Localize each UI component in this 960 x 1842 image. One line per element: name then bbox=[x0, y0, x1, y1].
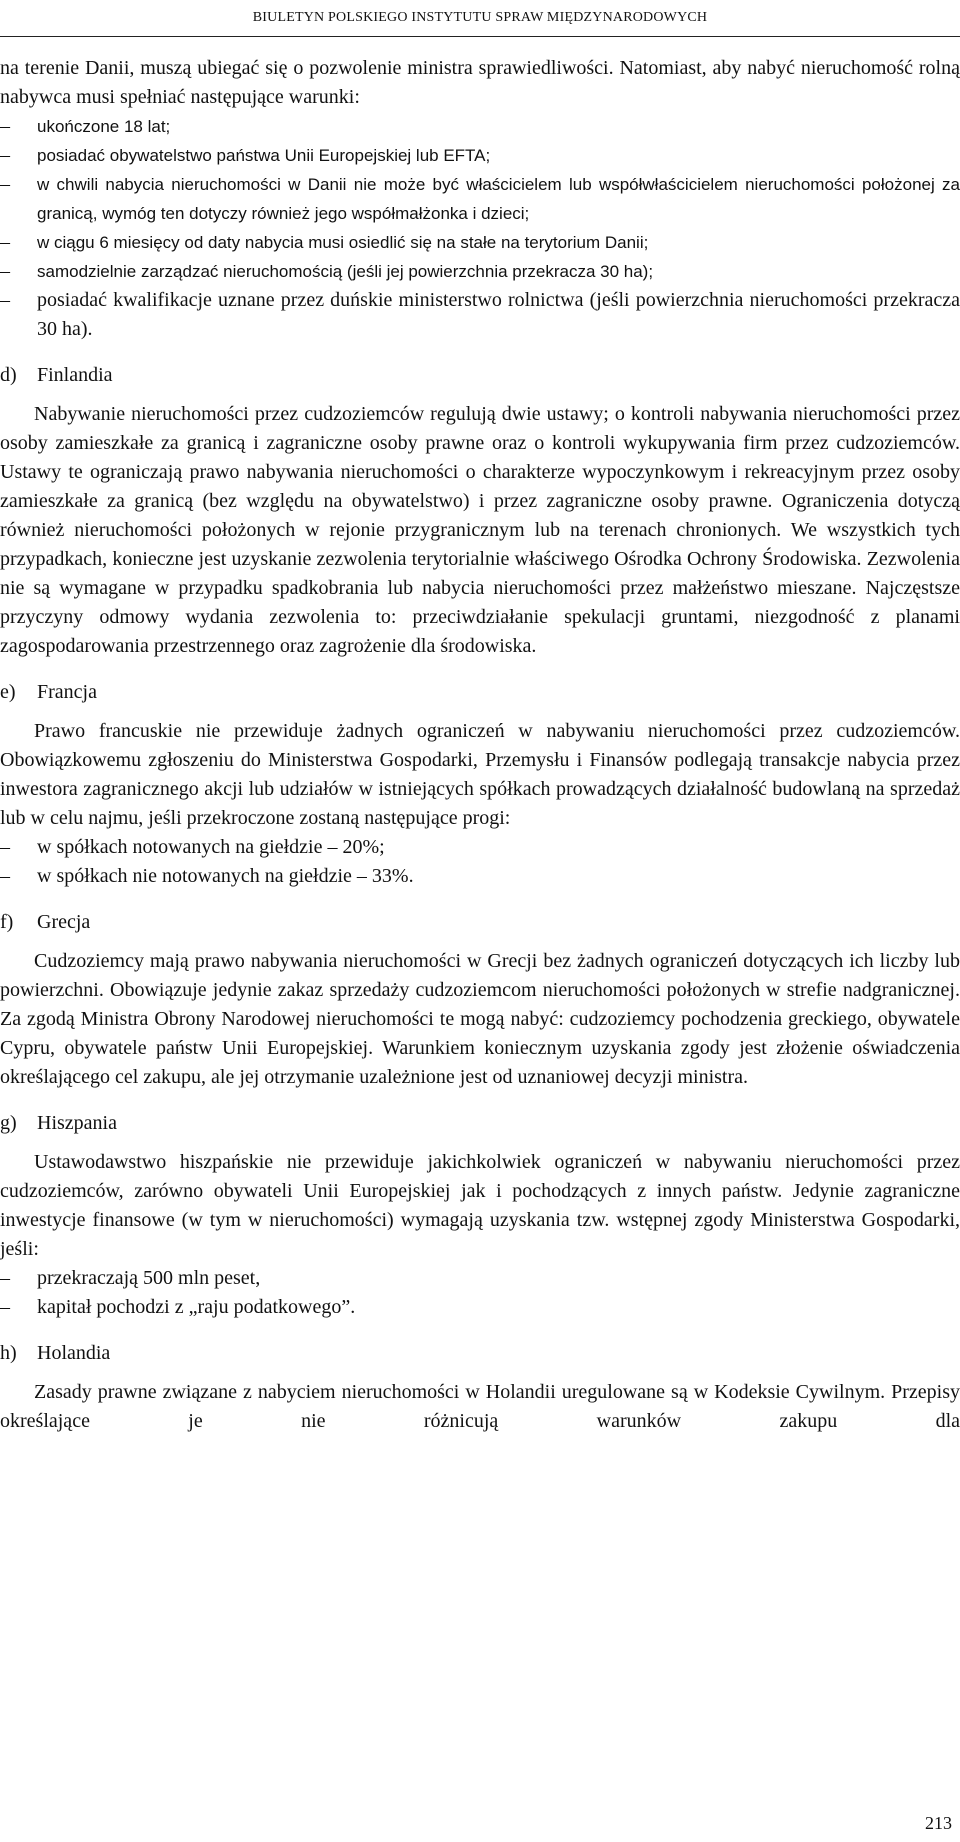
dash-marker: – bbox=[0, 260, 10, 282]
header-rule bbox=[0, 36, 960, 37]
section-paragraph-francja: Prawo francuskie nie przewiduje żadnych ograniczeń w nabywaniu nieruchomości przez cudzoziemców. Obowiązkowemu zgłoszeniu do Ministerstwa Gospodarki, Przemysłu i Finansów podlegają transakcje nabycia przez inwestora zagranicznego akcji lub udziałów w istniejących spółkach prowadzących działalność budowlaną na sprzedaż lub w celu najmu, jeśli przekroczone zostaną następujące progi: bbox=[0, 720, 960, 829]
dash-marker: – bbox=[0, 1267, 10, 1289]
dash-marker: – bbox=[0, 1296, 10, 1318]
section-heading-hiszpania: g) Hiszpania bbox=[0, 1112, 117, 1134]
section-paragraph-finlandia: Nabywanie nieruchomości przez cudzoziemców regulują dwie ustawy; o kontroli nabywania nieruchomości przez osoby zamieszkałe za granicą i zagraniczne osoby prawne oraz o kontroli wykupywania firm przez cudzoziemców. Ustawy te ograniczają prawo nabywania nieruchomości o charakterze wypoczynkowym i rekreacyjnym przez osoby zamieszkałe za granicą (bez względu na obywatelstwo) i przez zagraniczne osoby prawne. Ograniczenia dotyczą również nieruchomości położonych w rejonie przygranicznym lub na terenach chronionych. We wszystkich tych przypadkach, konieczne jest uzyskanie zezwolenia terytorialnie właściwego Ośrodka Ochrony Środowiska. Zezwolenia nie są wymagane w przypadku spadkobrania lub nabycia nieruchomości przez małżeństwo mieszane. Najczęstsze przyczyny odmowy wydania zezwolenia to: przeciwdziałanie spekulacji gruntami, niezgodność z planami zagospodarowania przestrzennego oraz zagrożenie dla środowiska. bbox=[0, 403, 960, 657]
list-item: – w chwili nabycia nieruchomości w Danii nie może być właścicielem lub współwłaścicielem nieruchomości położonej za granicą, wymóg ten dotyczy również jego współmałżonka i dzieci; bbox=[0, 170, 960, 228]
list-item: – w spółkach nie notowanych na giełdzie – 33%. bbox=[0, 862, 960, 891]
section-paragraph-hiszpania: Ustawodawstwo hiszpańskie nie przewiduje jakichkolwiek ograniczeń w nabywaniu nieruchomości przez cudzoziemców, zarówno obywateli Unii Europejskiej jak i pochodzących z innych państw. Jedynie zagraniczne inwestycje finansowe (w tym w nieruchomości) wymagają uzyskania tzw. wstępnej zgody Ministerstwa Gospodarki, jeśli: bbox=[0, 1151, 960, 1260]
section-heading-grecja: f) Grecja bbox=[0, 911, 91, 933]
section-heading-francja: e) Francja bbox=[0, 681, 97, 703]
section-heading-holandia: h) Holandia bbox=[0, 1342, 111, 1364]
section-paragraph-grecja: Cudzoziemcy mają prawo nabywania nieruchomości w Grecji bez żadnych ograniczeń dotyczących ich liczby lub powierzchni. Obowiązuje jedynie zakaz sprzedaży cudzoziemcom nieruchomości położonych w strefie nadgranicznej. Za zgodą Ministra Obrony Narodowej nieruchomości te mogą nabyć: cudzoziemcy pochodzenia greckiego, obywatele Cypru, obywatele państw Unii Europejskiej. Warunkiem koniecznym uzyskania zgody jest złożenie oświadczenia określającego cel zakupu, ale jej otrzymanie uzależnione jest od uznaniowej decyzji ministra. bbox=[0, 950, 960, 1088]
list-item: – posiadać obywatelstwo państwa Unii Europejskiej lub EFTA; bbox=[0, 141, 960, 170]
section-heading-finlandia: d) Finlandia bbox=[0, 364, 113, 386]
dash-marker: – bbox=[0, 173, 10, 195]
list-item: – w spółkach notowanych na giełdzie – 20%; bbox=[0, 833, 960, 862]
header-title: BIULETYN POLSKIEGO INSTYTUTU SPRAW MIĘDZYNARODOWYCH bbox=[252, 10, 708, 25]
page-content bbox=[0, 54, 960, 1436]
running-header bbox=[0, 10, 960, 26]
dash-marker: – bbox=[0, 115, 10, 137]
list-item: – posiadać kwalifikacje uznane przez duńskie ministerstwo rolnictwa (jeśli powierzchnia nieruchomości przekracza 30 ha). bbox=[0, 286, 960, 344]
list-item: – samodzielnie zarządzać nieruchomością (jeśli jej powierzchnia przekracza 30 ha); bbox=[0, 257, 960, 286]
dash-marker: – bbox=[0, 289, 10, 311]
dash-marker: – bbox=[0, 836, 10, 858]
dash-marker: – bbox=[0, 865, 10, 887]
list-item: – kapitał pochodzi z „raju podatkowego”. bbox=[0, 1293, 960, 1322]
list-item: – w ciągu 6 miesięcy od daty nabycia musi osiedlić się na stałe na terytorium Danii; bbox=[0, 228, 960, 257]
intro-list bbox=[0, 112, 960, 344]
page-number: 213 bbox=[925, 1813, 952, 1833]
intro-paragraph: na terenie Danii, muszą ubiegać się o pozwolenie ministra sprawiedliwości. Natomiast, aby nabyć nieruchomość rolną nabywca musi spełniać następujące warunki: bbox=[0, 57, 960, 108]
list-item: – ukończone 18 lat; bbox=[0, 112, 960, 141]
list-item: – przekraczają 500 mln peset, bbox=[0, 1264, 960, 1293]
dash-marker: – bbox=[0, 144, 10, 166]
dash-marker: – bbox=[0, 231, 10, 253]
section-paragraph-holandia: Zasady prawne związane z nabyciem nieruchomości w Holandii uregulowane są w Kodeksie Cywilnym. Przepisy określające je nie różnicują warunków zakupu dla bbox=[0, 1381, 960, 1432]
